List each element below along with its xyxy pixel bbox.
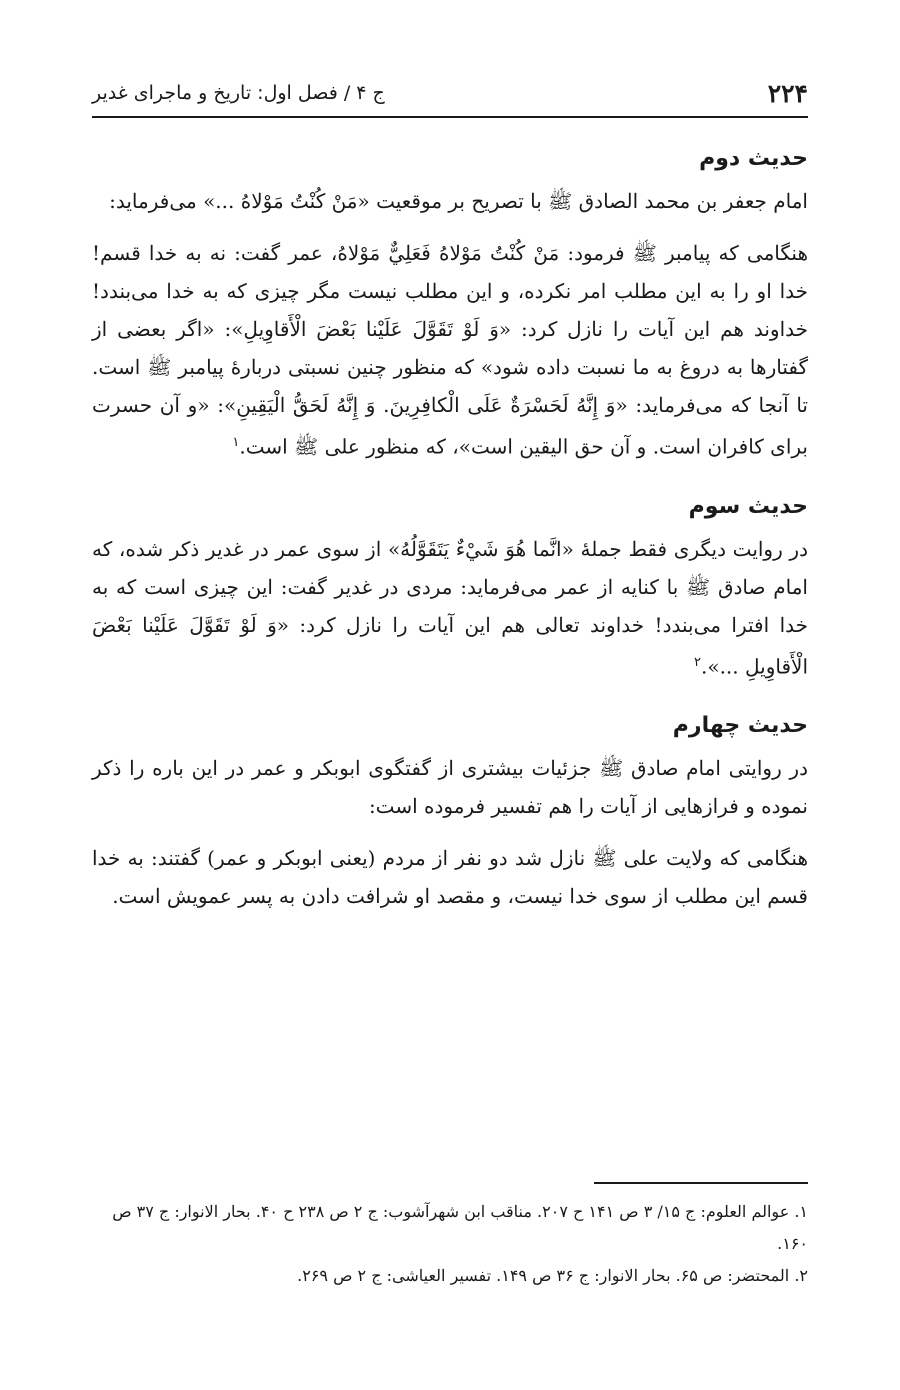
intro-paragraph: در روایتی امام صادق ﷺ جزئیات بیشتری از گفتگوی ابوبکر و عمر در این باره را ذکر نموده و فرازهایی از آیات را هم تفسیر فرموده است: bbox=[92, 756, 808, 819]
narration-paragraph bbox=[92, 234, 808, 466]
narration-paragraph: هنگامی که ولایت علی ﷺ نازل شد دو نفر از مردم (یعنی ابوبکر و عمر) گفتند: به خدا قسم این مطلب از سوی خدا نیست، و مقصد او شرافت دادن به پسر عمویش است. bbox=[92, 846, 808, 909]
footnote-2: ۲. المحتضر: ص ۶۵. بحار الانوار: ج ۳۶ ص ۱۴۹. تفسیر العیاشی: ج ۲ ص ۲۶۹. bbox=[297, 1266, 808, 1285]
footnote-marker: ۱ bbox=[232, 435, 240, 450]
page-number: ۲۲۴ bbox=[767, 78, 808, 108]
footnote-divider bbox=[594, 1182, 808, 1184]
section-heading: حدیث چهارم bbox=[672, 713, 808, 739]
section-hadith-4 bbox=[92, 703, 808, 915]
footnotes bbox=[92, 1196, 808, 1292]
narration-text: هنگامی که پیامبر ﷺ فرمود: مَنْ كُنْتُ مَوْلاهُ فَعَلِيٌّ مَوْلاهُ، عمر گفت: نه به خدا قسم! خدا او را به این مطلب امر نکرده، و این مطلب نیست مگر چیزی که به خدا می‌بندد! خداوند هم این آیات را نازل کرد: «وَ لَوْ تَقَوَّلَ عَلَيْنا بَعْضَ الْأَقاوِيلِ»: «اگر بعضی از گفتارها به دروغ به ما نسبت داده شود» که منظور چنین نسبتی دربارهٔ پیامبر ﷺ است. تا آنجا که می‌فرماید: «وَ إِنَّهُ لَحَسْرَةٌ عَلَى الْكافِرِينَ. وَ إِنَّهُ لَحَقُّ الْيَقِينِ»: «و آن حسرت برای کافران است. و آن حق الیقین است»، که منظور علی ﷺ است. bbox=[92, 241, 808, 459]
footnote-1: ۱. عوالم العلوم: ج ۱۵/ ۳ ص ۱۴۱ ح ۲۰۷. مناقب ابن شهرآشوب: ج ۲ ص ۲۳۸ ح ۴۰. بحار الانوار: ج ۳۷ ص ۱۶۰. bbox=[112, 1202, 808, 1253]
section-hadith-3 bbox=[92, 484, 808, 686]
footnote-marker: ۲ bbox=[694, 654, 701, 670]
intro-paragraph: امام جعفر بن محمد الصادق ﷺ با تصریح بر موقعیت «مَنْ كُنْتُ مَوْلاهُ ...» می‌فرماید: bbox=[109, 189, 808, 213]
narration-text: در روایت دیگری فقط جملهٔ «انَّما هُوَ شَيْءٌ يَتَقَوَّلُهُ» از سوی عمر در غدیر ذکر شده، که امام صادق ﷺ با کنایه از عمر می‌فرماید: مردی در غدیر گفت: این چیزی است که به خدا افترا می‌بندد! خداوند تعالی هم این آیات را نازل کرد: «وَ لَوْ تَقَوَّلَ عَلَيْنا بَعْضَ الْأَقاوِيلِ ...». bbox=[92, 536, 808, 679]
section-heading: حدیث دوم bbox=[699, 146, 808, 171]
section-heading: حدیث سوم bbox=[688, 493, 808, 519]
section-hadith-2 bbox=[92, 136, 808, 466]
narration-paragraph bbox=[92, 530, 808, 686]
page-body bbox=[92, 136, 808, 915]
running-title: ج ۴ / فصل اول: تاریخ و ماجرای غدیر bbox=[92, 82, 385, 104]
page-header bbox=[92, 70, 808, 118]
